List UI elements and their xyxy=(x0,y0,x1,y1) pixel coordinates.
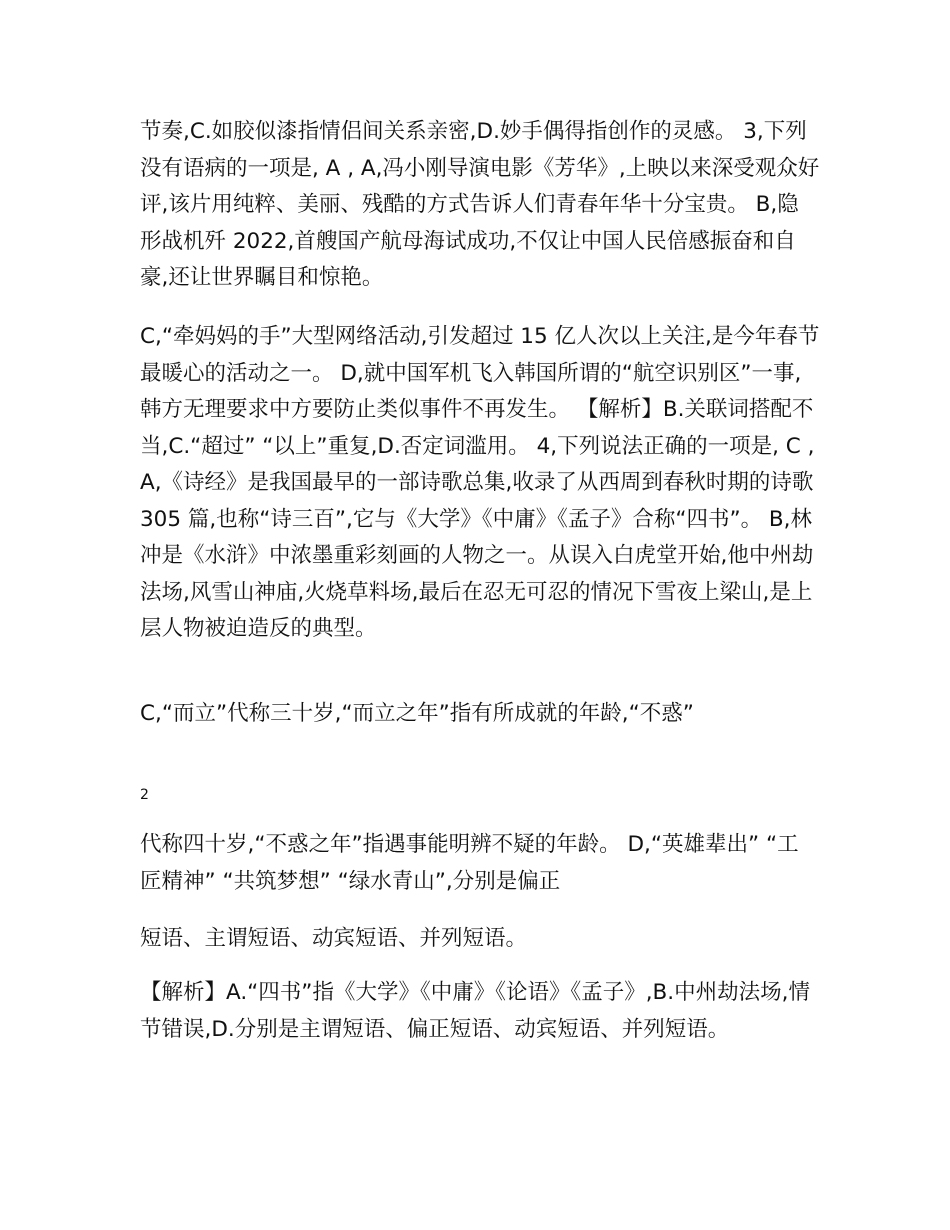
paragraph-question-3: 节奏,C.如胶似漆指情侣间关系亲密,D.妙手偶得指创作的灵感。 3,下列没有语病的一项是, A , A,冯小刚导演电影《芳华》,上映以来深受观众好评,该片用纯粹、美丽、残酷的方式告诉人们青春年华十分宝贵。 B,隐形战机歼 2022,首艘国产航母海试成功,不仅让中国人民倍感振奋和自豪,还让世界瞩目和惊艳。 xyxy=(140,119,820,290)
paragraph-analysis: 【解析】A.“四书”指《大学》《中庸》《论语》《孟子》,B.中州劫法场,情节错误,D.分别是主谓短语、偏正短语、动宾短语、并列短语。 xyxy=(140,980,810,1042)
paragraph-option-c-continued: 代称四十岁,“不惑之年”指遇事能明辨不疑的年龄。 D,“英雄辈出” “工匠精神” “共筑梦想” “绿水青山”,分别是偏正 xyxy=(140,832,799,894)
paragraph-question-3-cd-and-4: C,“牵妈妈的手”大型网络活动,引发超过 15 亿人次以上关注,是今年春节最暖心的活动之一。 D,就中国军机飞入韩国所谓的“航空识别区”一事,韩方无理要求中方要防止类似事件不再发生。 【解析】B.关联词搭配不当,C.“超过” “以上”重复,D.否定词滥用。 4,下列说法正确的一项是, C , A,《诗经》是我国最早的一部诗歌总集,收录了从西周到春秋时期的诗歌 305 篇,也称“诗三百”,它与《大学》《中庸》《孟子》合称“四书”。 B,林冲是《水浒》中浓墨重彩刻画的人物之一。从误入白虎堂开始,他中州劫法场,风雪山神庙,火烧草料场,最后在忍无可忍的情况下雪夜上梁山,是上层人物被迫造反的典型。 xyxy=(140,324,822,641)
paragraph-option-d-end: 短语、主谓短语、动宾短语、并列短语。 xyxy=(140,926,528,951)
page-number: 2 xyxy=(140,787,149,803)
paragraph-option-c-start: C,“而立”代称三十岁,“而立之年”指有所成就的年龄,“不惑” xyxy=(140,701,694,726)
